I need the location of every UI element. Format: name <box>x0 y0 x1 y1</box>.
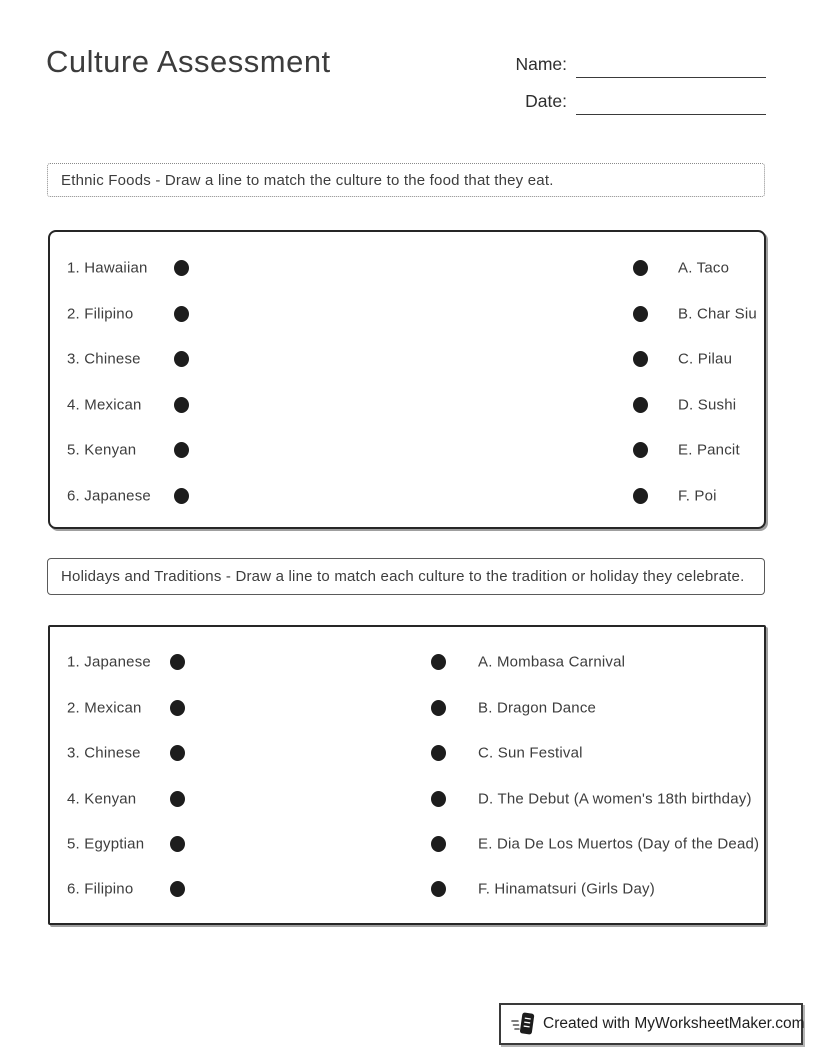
match-row <box>50 299 764 329</box>
match-row <box>50 390 764 420</box>
right-item-label: D. Sushi <box>678 396 737 413</box>
match-row <box>50 693 764 723</box>
left-item-label: 5. Kenyan <box>67 441 137 459</box>
match-dot-left[interactable] <box>170 881 185 897</box>
right-item-label: B. Dragon Dance <box>478 699 597 717</box>
match-dot-right[interactable] <box>431 700 446 716</box>
match-row <box>50 253 764 283</box>
match-dot-right[interactable] <box>633 260 648 276</box>
left-item-label: 1. Hawaiian <box>67 259 148 277</box>
match-dot-right[interactable] <box>431 881 446 897</box>
match-dot-right[interactable] <box>431 836 446 852</box>
left-item-label: 2. Mexican <box>67 699 142 717</box>
left-item-label: 3. Chinese <box>67 744 141 762</box>
left-item-label: 4. Mexican <box>67 396 142 413</box>
credit-badge[interactable] <box>499 1003 803 1045</box>
match-row <box>50 738 764 768</box>
match-row <box>50 874 764 904</box>
left-item-label: 6. Japanese <box>67 487 151 504</box>
match-dot-left[interactable] <box>174 306 189 322</box>
date-label: Date: <box>525 91 567 111</box>
match-row <box>50 481 764 511</box>
match-dot-left[interactable] <box>170 791 185 807</box>
right-item-label: E. Pancit <box>678 441 740 459</box>
matching-box-holidays-traditions <box>48 625 766 925</box>
match-dot-left[interactable] <box>174 351 189 367</box>
match-row <box>50 647 764 677</box>
match-dot-left[interactable] <box>170 836 185 852</box>
match-dot-left[interactable] <box>174 397 189 413</box>
match-dot-right[interactable] <box>431 791 446 807</box>
worksheet-maker-logo-icon <box>511 1011 535 1037</box>
right-item-label: A. Taco <box>678 259 730 277</box>
match-dot-right[interactable] <box>633 351 648 367</box>
match-dot-right[interactable] <box>633 397 648 413</box>
page-title: Culture Assessment <box>46 44 331 79</box>
match-dot-right[interactable] <box>431 745 446 761</box>
date-row <box>515 87 766 115</box>
left-item-label: 1. Japanese <box>67 653 151 671</box>
matching-box-ethnic-foods <box>48 230 766 529</box>
left-item-label: 4. Kenyan <box>67 790 137 808</box>
match-dot-right[interactable] <box>431 654 446 670</box>
match-dot-right[interactable] <box>633 442 648 458</box>
name-date-block <box>515 50 766 124</box>
right-item-label: C. Pilau <box>678 350 733 368</box>
right-item-label: F. Poi <box>678 487 717 504</box>
right-item-label: F. Hinamatsuri (Girls Day) <box>478 880 655 898</box>
name-label: Name: <box>515 54 567 74</box>
instruction-text: Ethnic Foods - Draw a line to match the culture to the food that they eat. <box>61 171 554 189</box>
match-row <box>50 829 764 859</box>
right-item-label: E. Dia De Los Muertos (Day of the Dead) <box>478 835 760 853</box>
right-item-label: A. Mombasa Carnival <box>478 653 626 671</box>
match-dot-left[interactable] <box>174 260 189 276</box>
name-field[interactable] <box>576 53 766 78</box>
right-item-label: D. The Debut (A women's 18th birthday) <box>478 790 752 808</box>
instruction-ethnic-foods <box>47 163 765 197</box>
match-row <box>50 435 764 465</box>
match-row <box>50 784 764 814</box>
left-item-label: 2. Filipino <box>67 305 134 322</box>
date-field[interactable] <box>576 90 766 115</box>
name-row <box>515 50 766 78</box>
right-item-label: C. Sun Festival <box>478 744 583 762</box>
match-dot-left[interactable] <box>174 488 189 504</box>
right-item-label: B. Char Siu <box>678 305 757 322</box>
match-dot-left[interactable] <box>170 654 185 670</box>
left-item-label: 5. Egyptian <box>67 835 145 853</box>
left-item-label: 3. Chinese <box>67 350 141 368</box>
match-dot-right[interactable] <box>633 488 648 504</box>
match-dot-left[interactable] <box>170 745 185 761</box>
match-dot-left[interactable] <box>174 442 189 458</box>
credit-text: Created with MyWorksheetMaker.com <box>543 1015 805 1032</box>
match-dot-right[interactable] <box>633 306 648 322</box>
left-item-label: 6. Filipino <box>67 880 134 898</box>
match-dot-left[interactable] <box>170 700 185 716</box>
instruction-holidays-traditions <box>47 558 765 595</box>
instruction-text: Holidays and Traditions - Draw a line to match each culture to the tradition or holiday they celebrate. <box>61 568 745 585</box>
match-row <box>50 344 764 374</box>
